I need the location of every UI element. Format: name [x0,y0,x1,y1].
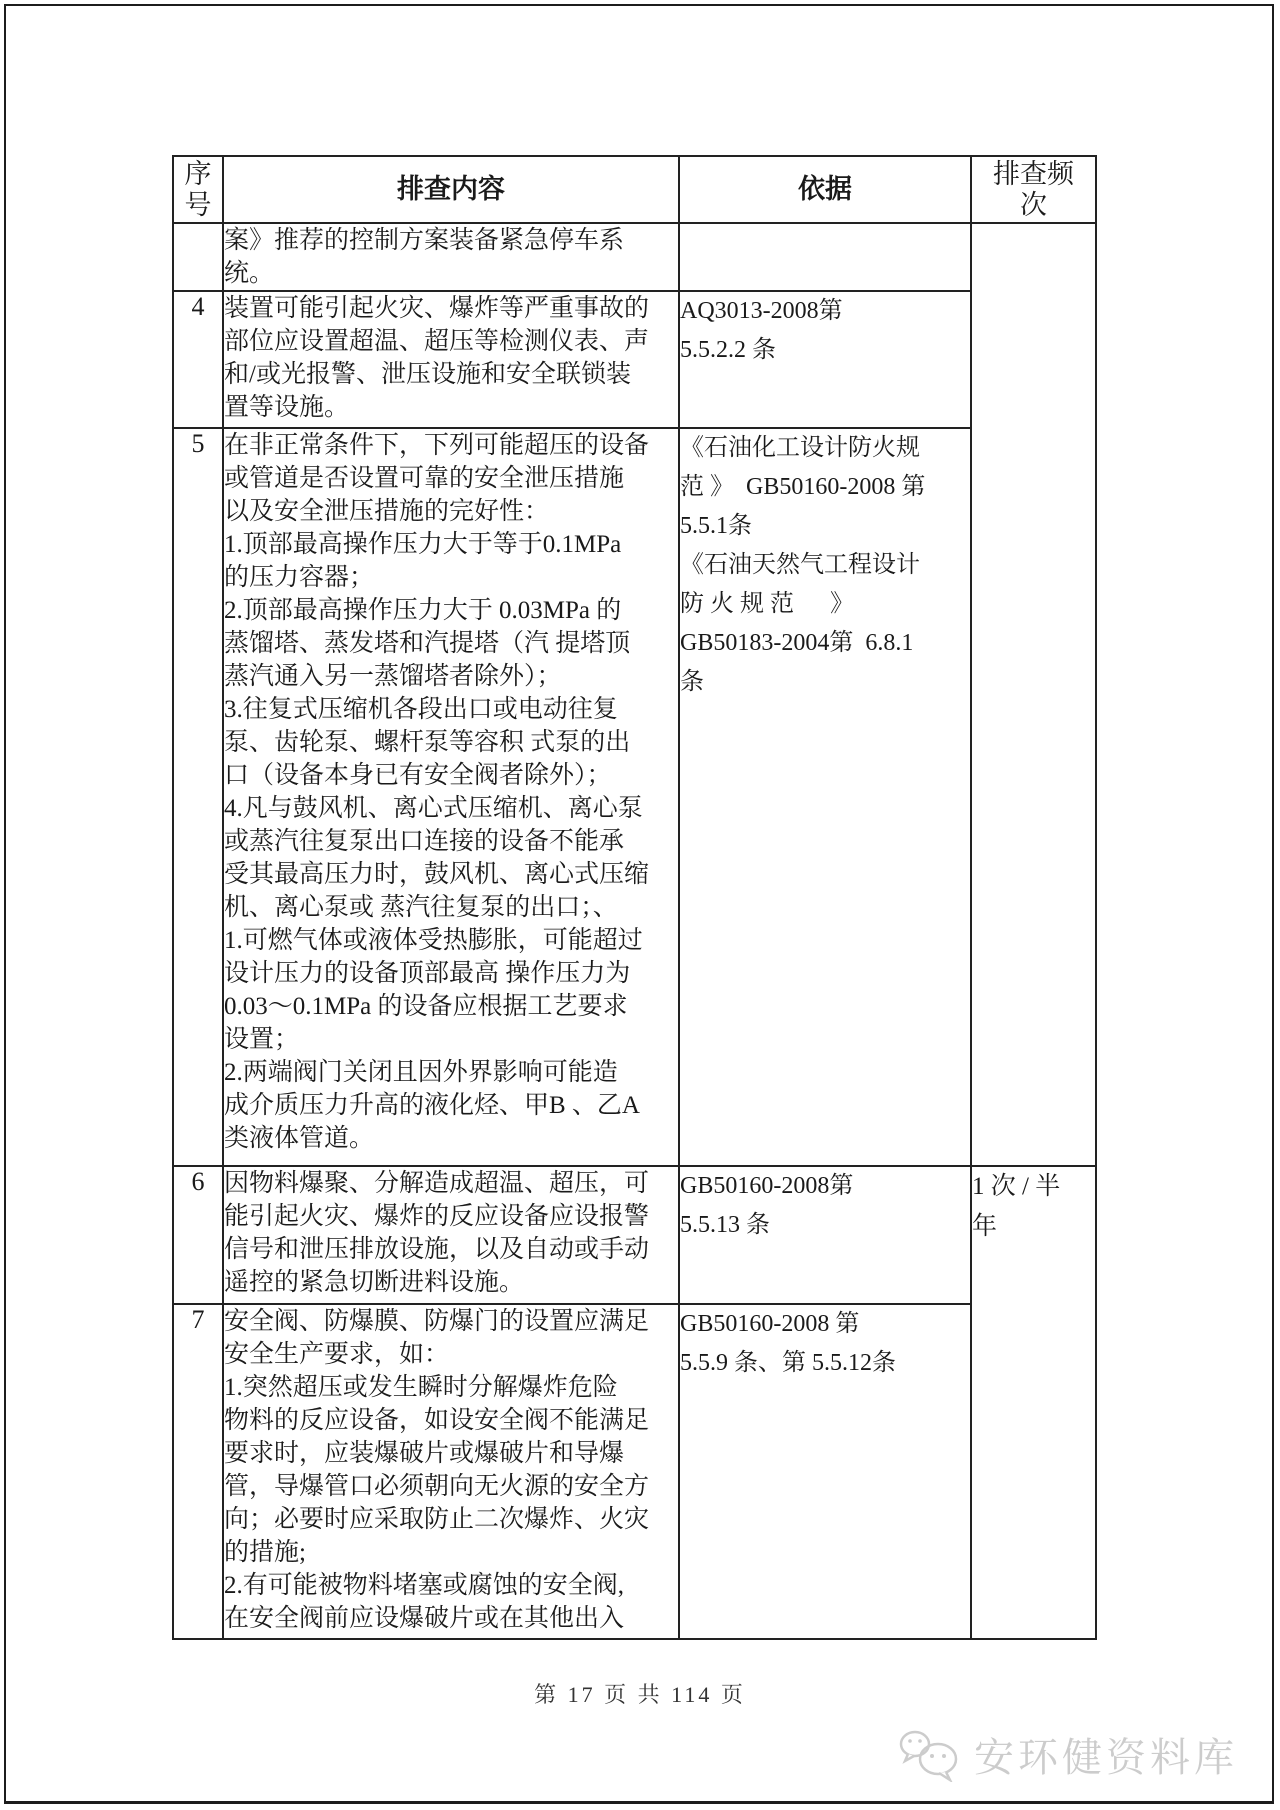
table-row-6 [173,1166,1096,1304]
table-row-continued [173,223,1096,291]
header-seq-number: 序号 [173,156,223,223]
header-basis: 依据 [679,156,971,223]
seq-cell: 4 [173,291,223,428]
inspection-table [172,155,1097,1640]
table-row-7 [173,1304,1096,1639]
content-cell: 装置可能引起火灾、爆炸等严重事故的 部位应设置超温、超压等检测仪表、声 和/或光报警、泄压设施和安全联锁装 置等设施。 [223,291,679,428]
watermark-text: 安环健资料库 [974,1735,1238,1780]
table-row-5 [173,428,1096,1166]
basis-cell: GB50160-2008 第 5.5.9 条、第 5.5.12条 [679,1304,971,1639]
content-cell: 在非正常条件下，下列可能超压的设备 或管道是否设置可靠的安全泄压措施 以及安全泄压措施的完好性： 1.顶部最高操作压力大于等于0.1MPa 的压力容器； 2.顶部最高操作压力大于 0.03MPa 的 蒸馏塔、蒸发塔和汽提塔（汽 提塔顶 蒸汽通入另一蒸馏塔者除外）； 3.往复式压缩机各段出口或电动往复 泵、齿轮泵、螺杆泵等容积 式泵的出 口（设备本身已有安全阀者除外）； 4.凡与鼓风机、离心式压缩机、离心泵 或蒸汽往复泵出口连接的设备不能承 受其最高压力时，鼓风机、离心式压缩 机、离心泵或 蒸汽往复泵的出口；、 1.可燃气体或液体受热膨胀，可能超过 设计压力的设备顶部最高 操作压力为 0.03～0.1MPa 的设备应根据工艺要求 设置； 2.两端阀门关闭且因外界影响可能造 成介质压力升高的液化烃、甲B 、乙A 类液体管道。 [223,428,679,1166]
chat-bubbles-icon [898,1728,964,1782]
content-cell: 安全阀、防爆膜、防爆门的设置应满足 安全生产要求，如： 1.突然超压或发生瞬时分解爆炸危险 物料的反应设备，如设安全阀不能满足 要求时，应装爆破片或爆破片和导爆 管，导爆管口必须朝向无火源的安全方 向；必要时应采取防止二次爆炸、火灾 的措施; 2.有可能被物料堵塞或腐蚀的安全阀, 在安全阀前应设爆破片或在其他出入 [223,1304,679,1639]
basis-cell [679,223,971,291]
table-header-row [173,156,1096,223]
page-number: 第 17 页 共 114 页 [534,1682,746,1707]
seq-cell: 7 [173,1304,223,1639]
seq-cell [173,223,223,291]
table-row-4 [173,291,1096,428]
seq-cell: 5 [173,428,223,1166]
content-cell: 因物料爆聚、分解造成超温、超压，可 能引起火灾、爆炸的反应设备应设报警 信号和泄压排放设施，以及自动或手动 遥控的紧急切断进料设施。 [223,1166,679,1304]
frequency-cell-empty [971,223,1096,1166]
header-inspection-content: 排查内容 [223,156,679,223]
basis-cell: GB50160-2008第 5.5.13 条 [679,1166,971,1304]
frequency-cell-value: 1 次 / 半 年 [971,1166,1096,1639]
basis-cell: 《石油化工设计防火规 范 》 GB50160-2008 第 5.5.1条 《石油天然气工程设计 防 火 规 范 》 GB50183-2004第 6.8.1 条 [679,428,971,1166]
seq-cell: 6 [173,1166,223,1304]
content-cell: 案》推荐的控制方案装备紧急停车系 统。 [223,223,679,291]
header-frequency: 排查频次 [971,156,1096,223]
watermark [898,1726,1238,1783]
basis-cell: AQ3013-2008第 5.5.2.2 条 [679,291,971,428]
